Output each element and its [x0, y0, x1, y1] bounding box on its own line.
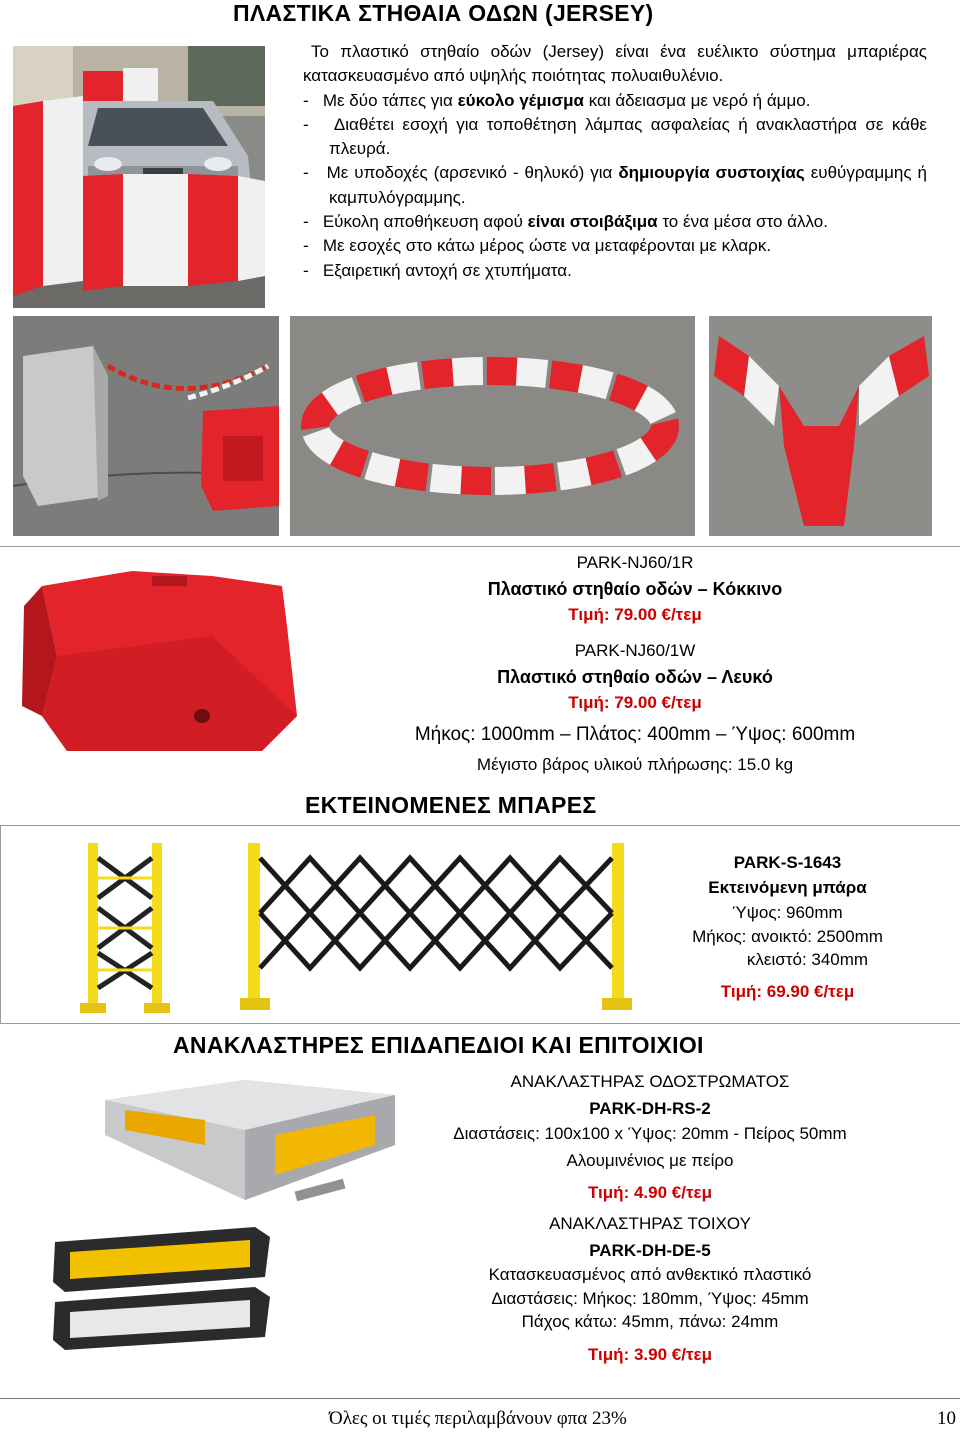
bullet-impact: - Εξαιρετική αντοχή σε χτυπήματα.	[303, 260, 572, 280]
wall-reflector-price: Τιμή: 3.90 €/τεμ	[587, 1344, 712, 1364]
bullet-forklift: - Με εσοχές στο κάτω μέρος ώστε να μεταφέρονται με κλαρκ.	[303, 236, 772, 256]
white-code: PARK-NJ60/1W	[574, 641, 696, 660]
divider	[0, 1023, 960, 1024]
page-title: ΠΛΑΣΤΙΚΑ ΣΤΗΘΑΙΑ ΟΔΩΝ (JERSEY)	[233, 0, 654, 26]
bullet-connectors: - Με υποδοχές (αρσενικό - θηλυκό) για δημιουργία συστοιχίας ευθύγραμμης ή καμπυλόγραμμης.	[303, 163, 928, 207]
extend-code: PARK-S-1643	[733, 853, 842, 872]
red-price: Τιμή: 79.00 €/τεμ	[568, 605, 702, 624]
road-reflector-code: PARK-DH-RS-2	[589, 1099, 711, 1118]
divider	[0, 546, 960, 547]
extended-bar-photo	[240, 838, 635, 1016]
wall-reflector-code: PARK-DH-DE-5	[589, 1240, 711, 1260]
red-jersey-photo	[12, 566, 312, 756]
red-code: PARK-NJ60/1R	[576, 553, 694, 572]
intro-lead: Το πλαστικό στηθαίο οδών (Jersey) είναι ένα ευέλικτο σύστημα μπαριέρας κατασκευασμένο από υψηλής ποιότητας πολυαιθυλένιο.	[303, 42, 927, 86]
car-barrier-photo	[13, 46, 265, 308]
bullet-stacking: - Εύκολη αποθήκευση αφού είναι στοιβάξιμα το ένα μέσα στο άλλο.	[303, 212, 828, 232]
jersey-dimensions: Μήκος: 1000mm – Πλάτος: 400mm – Ύψος: 600mm	[414, 724, 856, 745]
extend-height: Ύψος: 960mm	[732, 903, 843, 922]
road-reflector-dims: Διαστάσεις: 100x100 x Ύψος: 20mm - Πείρος 50mm	[453, 1124, 847, 1143]
ring-barrier-photo	[290, 316, 695, 536]
extend-length-closed: κλειστό: 340mm	[746, 950, 869, 969]
road-reflector-name: ΑΝΑΚΛΑΣΤΗΡΑΣ ΟΔΟΣΤΡΩΜΑΤΟΣ	[510, 1072, 790, 1091]
extend-title: ΕΚΤΕΙΝΟΜΕΝΕΣ ΜΠΑΡΕΣ	[305, 792, 597, 818]
wall-reflector-info	[400, 1212, 900, 1366]
wall-reflector-dims: Διαστάσεις: Μήκος: 180mm, Ύψος: 45mm	[491, 1288, 809, 1308]
jersey-info	[340, 550, 930, 776]
folded-bar-photo	[80, 838, 170, 1016]
chain-barrier-photo	[13, 316, 279, 536]
white-name: Πλαστικό στηθαίο οδών – Λευκό	[497, 667, 773, 687]
extend-price: Τιμή: 69.90 €/τεμ	[720, 981, 855, 1001]
wall-reflector-material: Κατασκευασμένος από ανθεκτικό πλαστικό	[488, 1265, 812, 1284]
page-number: 10	[937, 1408, 956, 1429]
divider	[0, 825, 960, 826]
intro-text	[303, 40, 927, 283]
footer-note: Όλες οι τιμές περιλαμβάνουν φπα 23%	[329, 1408, 627, 1429]
curved-barrier-photo	[709, 316, 932, 536]
footer-divider	[0, 1398, 960, 1399]
divider	[0, 825, 1, 1023]
white-price: Τιμή: 79.00 €/τεμ	[568, 693, 702, 712]
road-reflector-price: Τιμή: 4.90 €/τεμ	[587, 1183, 712, 1202]
wall-reflector-photo	[45, 1222, 290, 1352]
bullet-filling: - Με δύο τάπες για εύκολο γέμισμα και άδειασμα με νερό ή άμμο.	[303, 90, 811, 110]
road-reflector-material: Αλουμινένιος με πείρο	[566, 1151, 734, 1170]
bullet-lamp: - Διαθέτει εσοχή για τοποθέτηση λάμπας ασφαλείας ή ανακλαστήρα σε κάθε πλευρά.	[303, 114, 927, 159]
road-reflector-photo	[95, 1075, 415, 1205]
wall-reflector-thickness: Πάχος κάτω: 45mm, πάνω: 24mm	[521, 1312, 779, 1331]
red-name: Πλαστικό στηθαίο οδών – Κόκκινο	[487, 579, 783, 599]
extend-length-open: Μήκος: ανοικτό: 2500mm	[692, 926, 883, 946]
wall-reflector-name: ΑΝΑΚΛΑΣΤΗΡΑΣ ΤΟΙΧΟΥ	[549, 1214, 751, 1233]
extend-info	[660, 851, 915, 1003]
reflectors-title: ΑΝΑΚΛΑΣΤΗΡΕΣ ΕΠΙΔΑΠΕΔΙΟΙ ΚΑΙ ΕΠΙΤΟΙΧΙΟΙ	[173, 1032, 704, 1058]
road-reflector-info	[400, 1070, 900, 1204]
extend-name: Εκτεινόμενη μπάρα	[708, 877, 867, 897]
jersey-weight: Μέγιστο βάρος υλικού πλήρωσης: 15.0 kg	[476, 755, 794, 774]
